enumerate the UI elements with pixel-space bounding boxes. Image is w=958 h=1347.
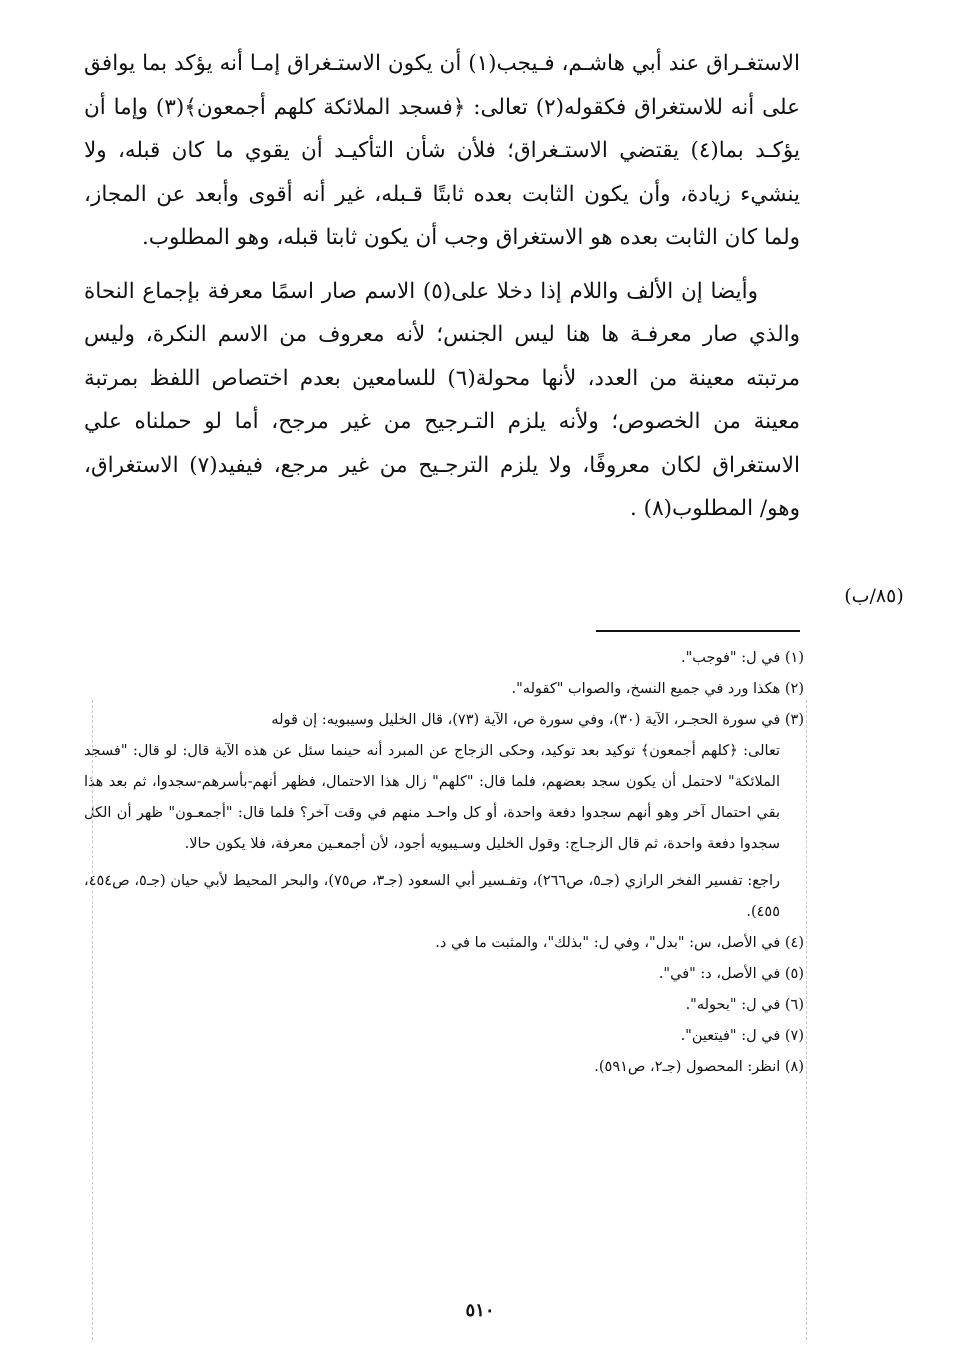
scan-artifact-line: [806, 700, 807, 1340]
footnote-8: (٨) انظر: المحصول (جـ٢، ص٥٩١).: [594, 1059, 804, 1075]
page-number: ٥١٠: [465, 1300, 495, 1321]
footnote-6: (٦) في ل: "بحوله".: [685, 997, 804, 1013]
footnote-3-body: تعالى: ﴿كلهم أجمعون﴾ توكيد بعد توكيد، وحكى الزجاج عن المبرد أنه حينما سئل عن هذه الآية قال: لو قال: "فسجد الملائكة" لاحتمل أن يكون سجد بعضهم، فلما قال: "كلهم" زال هذا الاحتمال، فظهر أنهم-بأسرهم-سجدوا، ثم بعد هذا بقي احتمال آخر وهو أنهم سجدوا دفعة واحدة، أو كل واحـد منهم في وقت آخر؟ فلما قال: "أجمعـون" ظهر أن الكل سجدوا دفعة واحدة، ثم قال الزجـاج: وقول الخليل وسـيبويه أجود، لأن أجمعـين معرفة، فلا يكون حالا.: [84, 743, 780, 852]
paragraph-1: الاستغـراق عند أبي هاشـم، فـيجب(١) أن يكون الاستـغراق إمـا أنه يؤكد بما يوافق على أنه للاستغراق فكقوله(٢) تعالى: ﴿فسجد الملائكة كلهم أجمعون﴾(٣) وإما أن يؤكـد بما(٤) يقتضي الاستـغراق؛ فلأن شأن التأكيـد أن يقوي ما كان قبله، ولا ينشيء زيادة، وأن يكون الثابت بعده ثابتًا قـبله، غير أنه أقوى وأبعد عن المجاز، ولما كان الثابت بعده هو الاستغراق وجب أن يكون ثابتا قبله، وهو المطلوب.: [84, 51, 800, 250]
main-text: [84, 42, 800, 531]
footnote-separator: [596, 630, 800, 632]
manuscript-folio-marker: (٨٥/ب): [844, 585, 904, 607]
footnotes: [84, 643, 804, 1083]
footnote-4: (٤) في الأصل، س: "بدل"، وفي ل: "بذلك"، والمثبت ما في د.: [435, 935, 804, 951]
footnote-3-reference: راجع: تفسير الفخر الرازي (جـ٥، ص٢٦٦)، وتفـسير أبي السعود (جـ٣، ص٧٥)، والبحر المحيط لأبي حيان (جـ٥، ص٤٥٤، ٤٥٥).: [84, 873, 781, 920]
footnote-7: (٧) في ل: "فيتعين".: [680, 1028, 804, 1044]
scan-artifact-line: [92, 700, 93, 1340]
footnote-3-lead: (٣) في سورة الحجـر، الآية (٣٠)، وفي سورة ص، الآية (٧٣)، قال الخليل وسيبويه: إن قوله: [271, 712, 804, 728]
footnote-5: (٥) في الأصل، د: "في".: [658, 966, 804, 982]
paragraph-2: وأيضا إن الألف واللام إذا دخلا على(٥) الاسم صار اسمًا معرفة بإجماع النحاة والذي صار معرفـة ها هنا ليس الجنس؛ لأنه معروف من الاسم النكرة، وليس مرتبته معينة من العدد، لأنها محولة(٦) للسامعين بعدم اختصاص اللفظ بمرتبة معينة من الخصوص؛ ولأنه يلزم التـرجيح من غير مرجح، أما لو حملناه علي الاستغراق لكان معروفًا، ولا يلزم الترجـيح من غير مرجع، فيفيد(٧) الاستغراق، وهو/ المطلوب(٨) .: [84, 278, 800, 521]
footnote-2: (٢) هكذا ورد في جميع النسخ، والصواب "كقوله".: [511, 681, 804, 697]
footnote-1: (١) في ل: "فوجب".: [681, 650, 804, 666]
